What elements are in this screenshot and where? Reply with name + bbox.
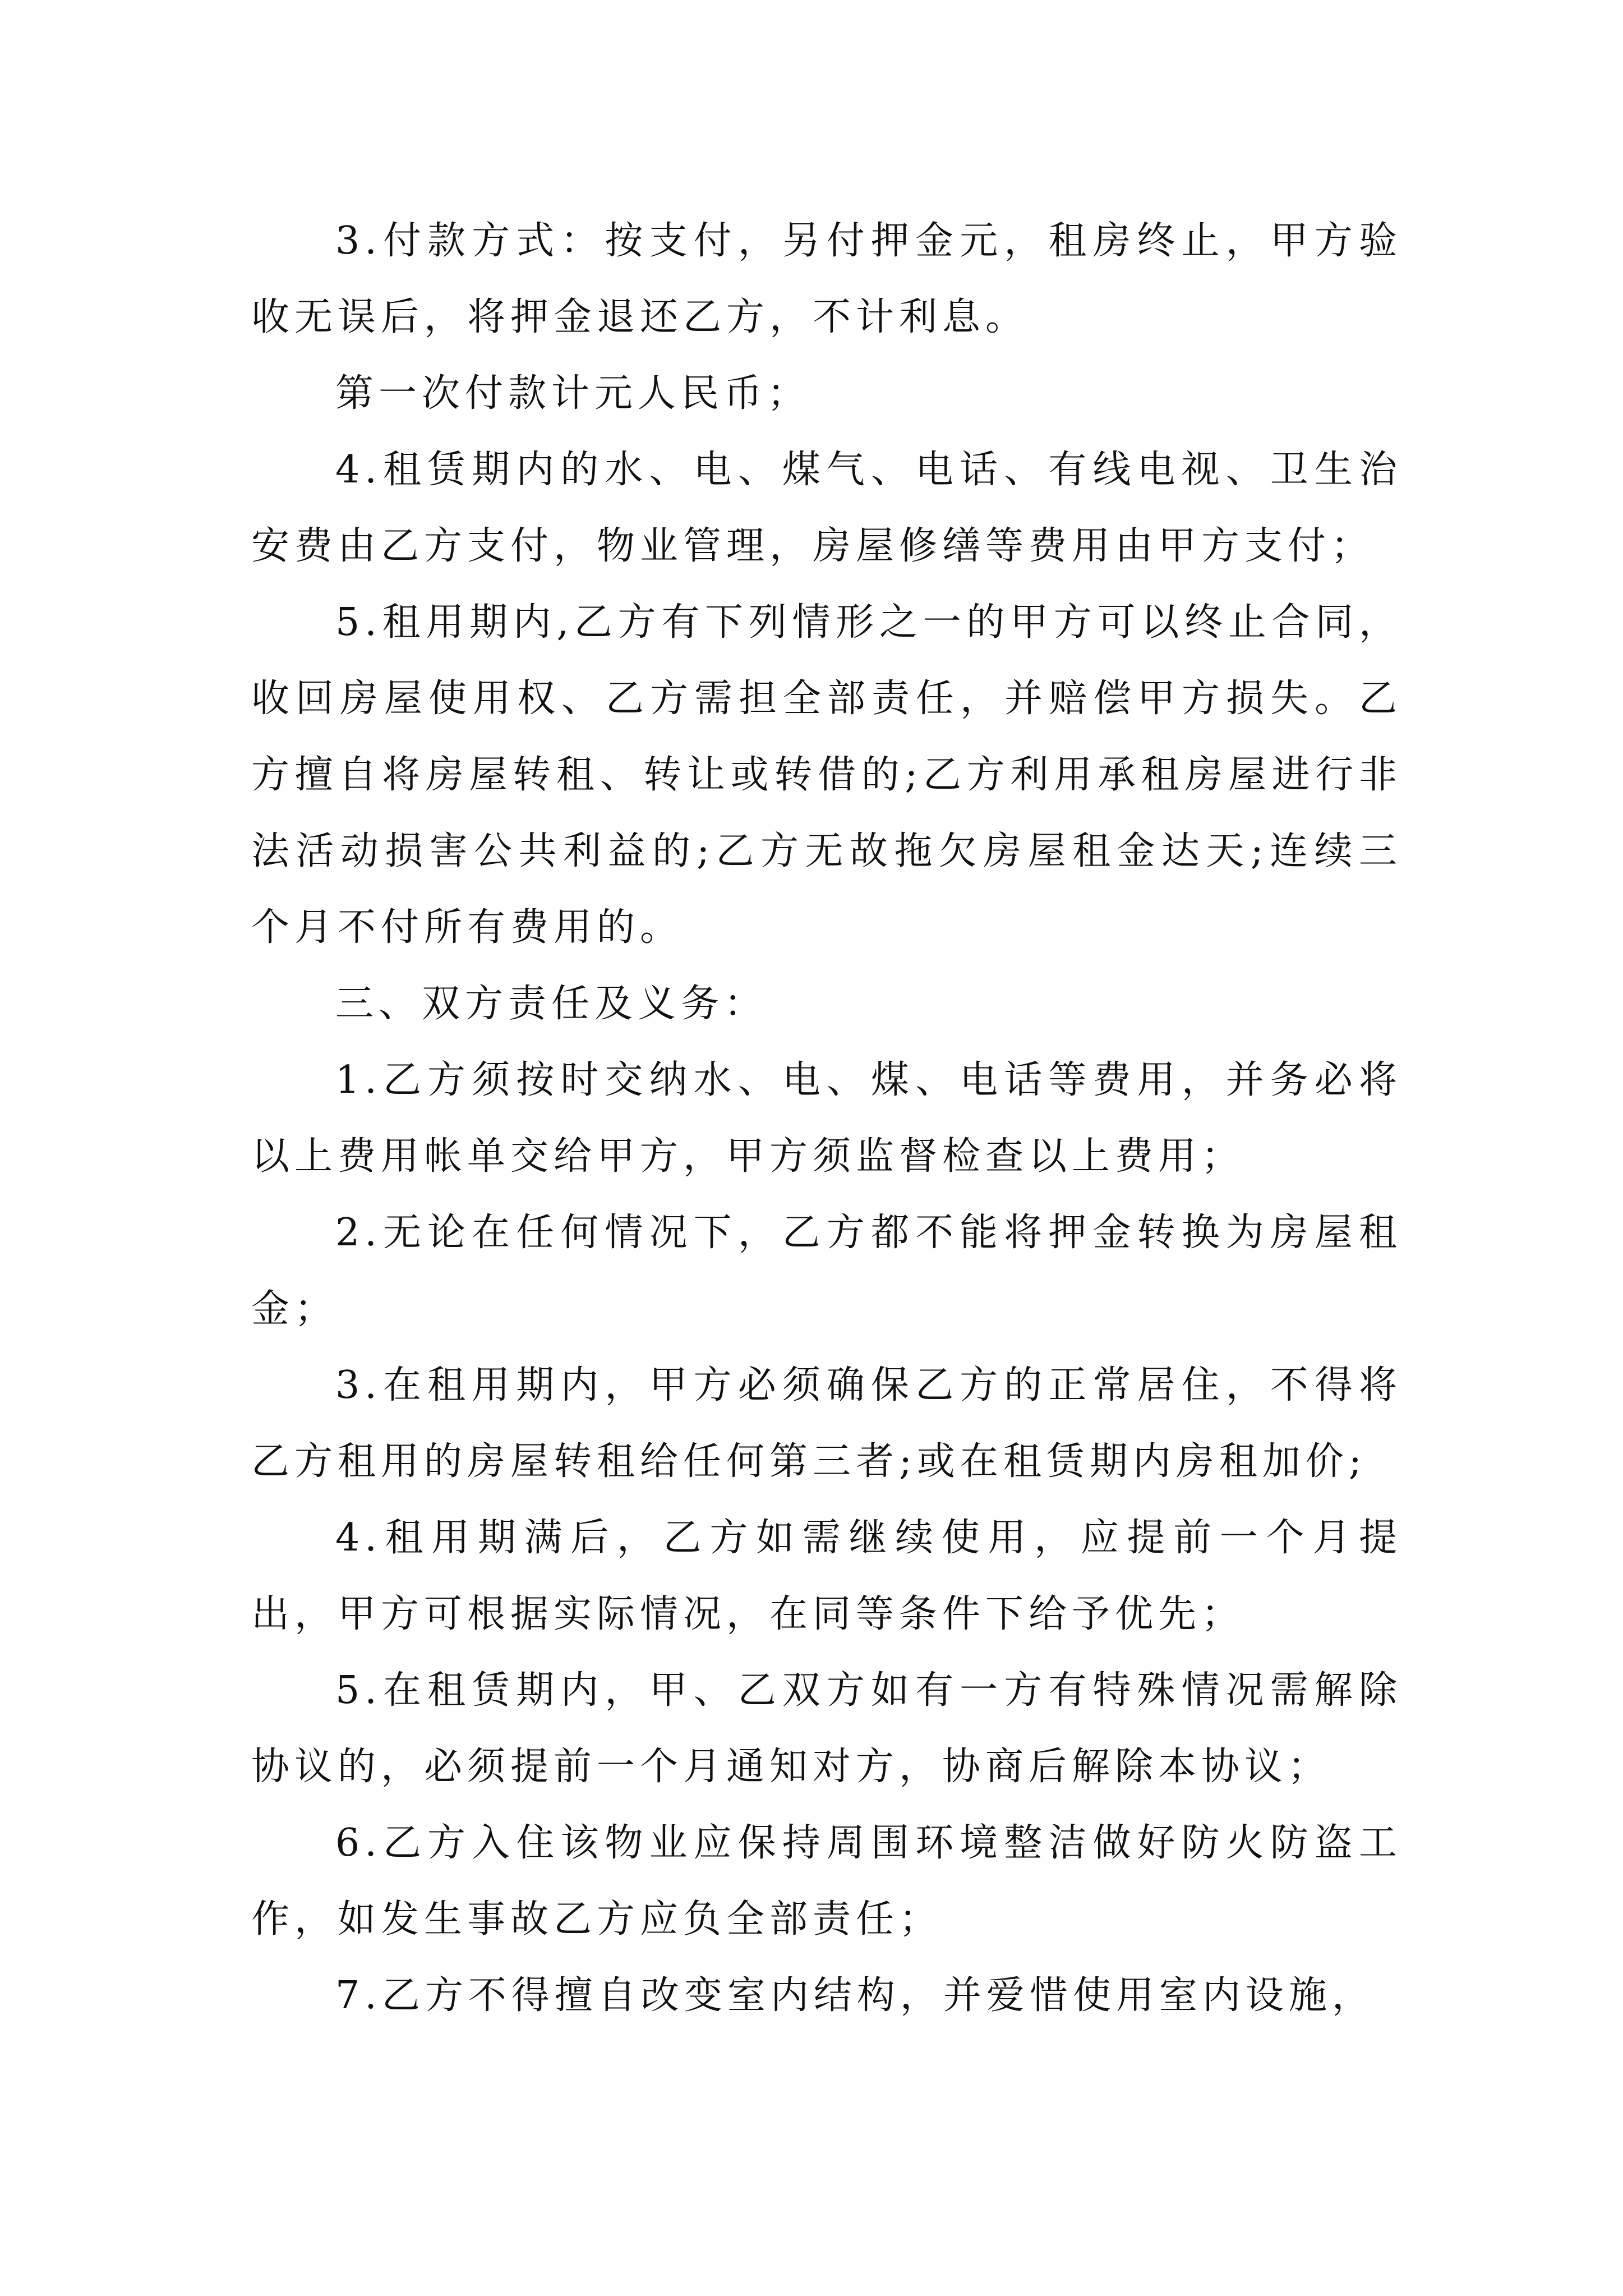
paragraph-first-payment: 第一次付款计元人民币； bbox=[335, 371, 811, 416]
paragraph-duty-2: 2.无论在任何情况下，乙方都不能将押金转换为房屋租金； bbox=[251, 1211, 1402, 1331]
paragraph-duty-6: 6.乙方入住该物业应保持周围环境整洁做好防火防盗工作，如发生事故乙方应负全部责任； bbox=[251, 1821, 1402, 1941]
paragraph-duty-1: 1.乙方须按时交纳水、电、煤、电话等费用，并务必将以上费用帐单交给甲方，甲方须监督检查以上费用； bbox=[251, 1058, 1402, 1179]
paragraph-duty-4: 4.租用期满后，乙方如需继续使用，应提前一个月提出，甲方可根据实际情况，在同等条件下给予优先； bbox=[251, 1516, 1402, 1636]
paragraph-termination-conditions: 5.租用期内,乙方有下列情形之一的甲方可以终止合同，收回房屋使用权、乙方需担全部责任，并赔偿甲方损失。乙方擅自将房屋转租、转让或转借的;乙方利用承租房屋进行非法活动损害公共利益的;乙方无故拖欠房屋租金达天;连续三个月不付所有费用的。 bbox=[251, 600, 1402, 950]
section-heading-responsibilities: 三、双方责任及义务： bbox=[335, 982, 768, 1026]
paragraph-utility-fees: 4.租赁期内的水、电、煤气、电话、有线电视、卫生治安费由乙方支付，物业管理，房屋修缮等费用由甲方支付； bbox=[251, 448, 1402, 568]
paragraph-payment-method: 3.付款方式：按支付，另付押金元，租房终止，甲方验收无误后，将押金退还乙方，不计利息。 bbox=[251, 219, 1402, 339]
paragraph-duty-7: 7.乙方不得擅自改变室内结构，并爱惜使用室内设施， bbox=[335, 1973, 1375, 2018]
paragraph-duty-5: 5.在租赁期内，甲、乙双方如有一方有特殊情况需解除协议的，必须提前一个月通知对方，协商后解除本协议； bbox=[251, 1668, 1402, 1789]
document-body bbox=[251, 203, 1402, 2034]
paragraph-duty-3: 3.在租用期内，甲方必须确保乙方的正常居住，不得将乙方租用的房屋转租给任何第三者;或在租赁期内房租加价; bbox=[251, 1363, 1402, 1484]
